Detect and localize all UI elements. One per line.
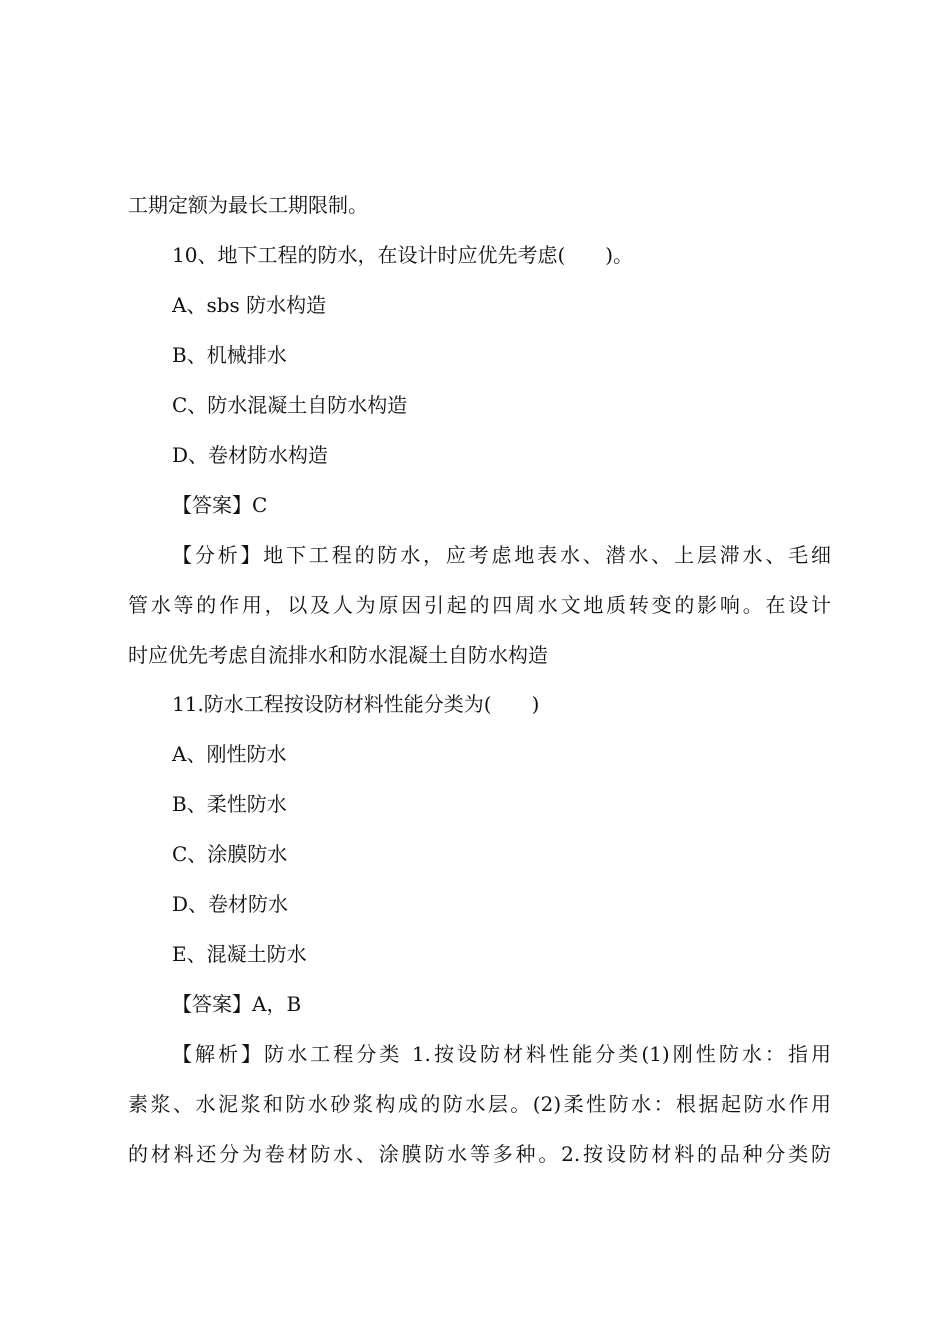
explanation-11-line-2: 素浆、水泥浆和防水砂浆构成的防水层。(2)柔性防水：根据起防水作用	[128, 1092, 831, 1116]
option-b: B、柔性防水	[172, 792, 287, 816]
analysis-10-line-3: 时应优先考虑自流排水和防水混凝土自防水构造	[128, 643, 548, 667]
option-c: C、涂膜防水	[172, 842, 288, 866]
question-11: 11.防水工程按设防材料性能分类为( )	[172, 692, 540, 716]
option-d: D、卷材防水构造	[172, 443, 329, 467]
option-a: A、刚性防水	[172, 742, 287, 766]
option-a: A、sbs 防水构造	[172, 293, 327, 317]
explanation-11-line-1: 【解析】防水工程分类 1.按设防材料性能分类(1)刚性防水：指用	[172, 1042, 831, 1066]
analysis-10-line-2: 管水等的作用，以及人为原因引起的四周水文地质转变的影响。在设计	[128, 593, 831, 617]
option-b: B、机械排水	[172, 343, 287, 367]
answer-11: 【答案】A，B	[172, 992, 302, 1016]
answer-10: 【答案】C	[172, 493, 268, 517]
analysis-10-line-1: 【分析】地下工程的防水，应考虑地表水、潜水、上层滞水、毛细	[172, 543, 831, 567]
explanation-11-line-3: 的材料还分为卷材防水、涂膜防水等多种。2.按设防材料的品种分类防	[128, 1142, 831, 1166]
question-10: 10、地下工程的防水，在设计时应优先考虑( )。	[172, 243, 634, 267]
text-line-continuation: 工期定额为最长工期限制。	[128, 193, 368, 217]
option-e: E、混凝土防水	[172, 942, 307, 966]
option-d: D、卷材防水	[172, 892, 289, 916]
option-c: C、防水混凝土自防水构造	[172, 393, 408, 417]
